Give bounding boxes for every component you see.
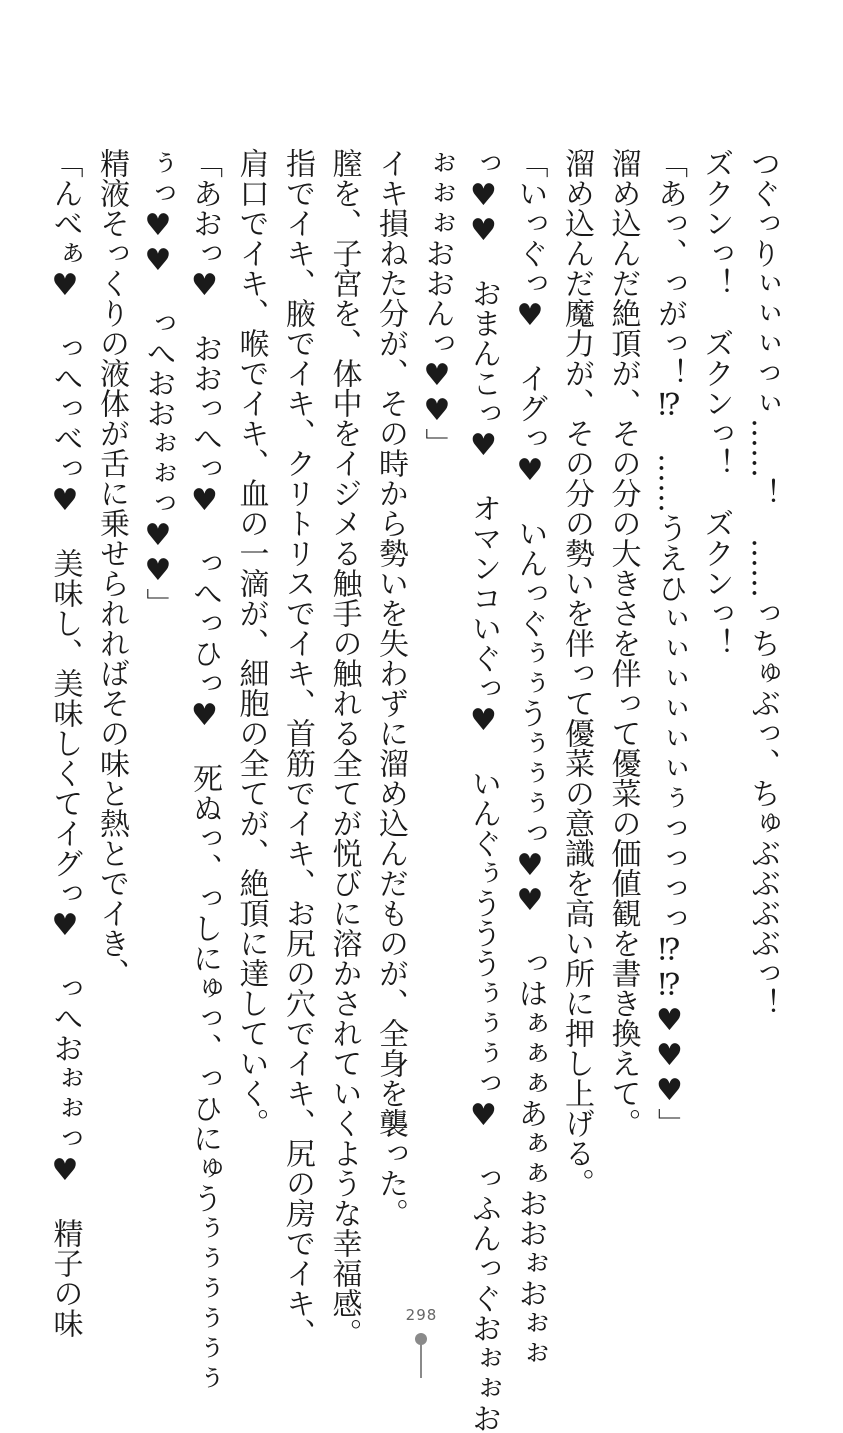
text-line: つぐっりぃぃぃっぃ……！ ……っちゅぶっ、ちゅぶぶぶぶっ！ bbox=[745, 148, 780, 1018]
text-line: 溜め込んだ魔力が、その分の勢いを伴って優菜の意識を高い所に押し上げる。 bbox=[559, 148, 594, 1198]
text-line: ぅっ♥♥ っへおおぉぉっ♥♥」 bbox=[140, 148, 176, 618]
text-line: っ♥♥ おまんこっ♥ オマンコいぐっ♥ いんぐぅうううぅぅぅっ♥ っふんっぐおぉぉお bbox=[466, 148, 501, 1433]
page-number: 298 bbox=[405, 1306, 438, 1324]
text-line: 膣を、子宮を、体中をイジメる触手の触れる全てが悦びに溶かされていくような幸福感。 bbox=[326, 148, 362, 1348]
text-line: ぉぉぉおおんっ♥♥」 bbox=[419, 148, 455, 458]
text-line: 溜め込んだ絶頂が、その分の大きさを伴って優菜の価値観を書き換えて。 bbox=[605, 148, 641, 1138]
text-line: イキ損ねた分が、その時から勢いを失わずに溜め込んだものが、全身を襲った。 bbox=[373, 148, 408, 1228]
text-line: 指でイキ、腋でイキ、クリトリスでイキ、首筋でイキ、お尻の穴でイキ、尻の房でイキ、 bbox=[280, 148, 315, 1348]
text-line: 「あっ、っがっ！⁉ ……うえひぃぃぃぃぃぃぅっっっっ⁉⁉♥♥♥」 bbox=[652, 148, 687, 1138]
text-line: ズクンっ！ ズクンっ！ ズクンっ！ bbox=[698, 148, 734, 658]
text-line: 「あおっ♥ おおっへっ♥ っへっひっ♥ 死ぬっ、っしにゅっ、っひにゅうぅぅぅぅぅぅ bbox=[187, 148, 222, 1393]
text-line: 精液そっくりの液体が舌に乗せられればその味と熱とでイき、 bbox=[94, 148, 129, 988]
text-line: 「んべぁ♥ っへっべっ♥ 美味し、美味しくてイグっ♥ っへおぉぉっ♥ 精子の味 bbox=[47, 148, 83, 1338]
page-marker-line bbox=[420, 1344, 422, 1378]
text-line: 「いっぐっ♥ イグっ♥ いんっぐぅぅうぅぅぅっ♥♥ っはぁぁぁあぁぁおおぉおぉぉ bbox=[512, 148, 548, 1368]
text-line: 肩口でイキ、喉でイキ、血の一滴が、細胞の全てが、絶頂に達していく。 bbox=[233, 148, 269, 1138]
